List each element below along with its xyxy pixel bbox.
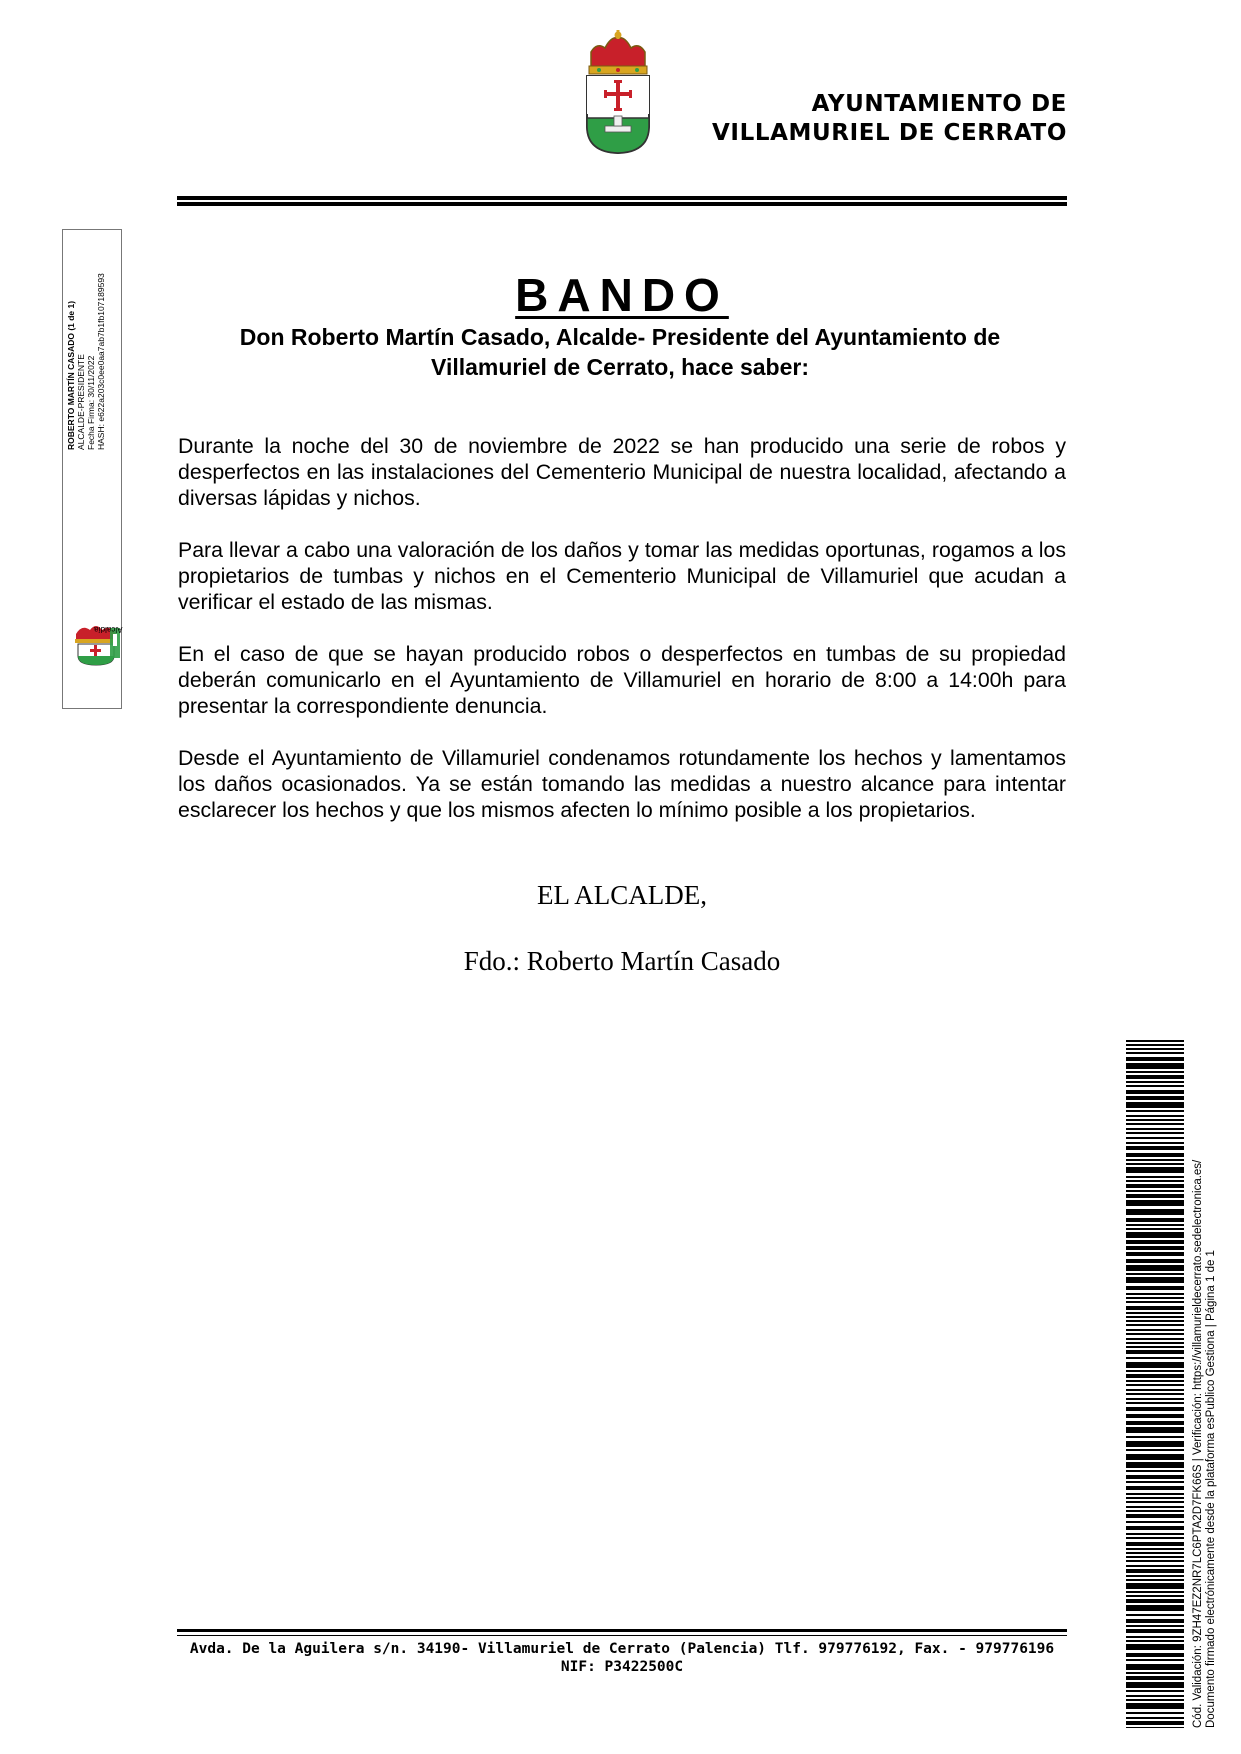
barcode-bar (1126, 1115, 1184, 1117)
barcode-bar (1126, 1690, 1184, 1692)
validation-platform: Documento firmado electrónicamente desde la plataforma esPublico Gestiona | Página 1 de 1 (1205, 1250, 1217, 1728)
barcode-bar (1126, 1591, 1184, 1593)
signer-role: ALCALDE-PRESIDENTE (76, 354, 86, 450)
barcode-bar (1126, 1146, 1184, 1150)
barcode-bar (1126, 1583, 1184, 1589)
barcode-bar (1126, 1052, 1184, 1054)
barcode-bar (1126, 1090, 1184, 1094)
barcode-bar (1126, 1252, 1184, 1256)
footer-rule (177, 1629, 1067, 1632)
barcode-bar (1126, 1721, 1184, 1725)
barcode-bar (1126, 1393, 1184, 1395)
closing-title: EL ALCALDE, (537, 880, 707, 910)
barcode-bar (1126, 1514, 1184, 1518)
barcode-bar (1126, 1398, 1184, 1400)
barcode-bar (1126, 1629, 1184, 1633)
barcode-bar (1126, 1159, 1184, 1161)
barcode-bar (1126, 1324, 1184, 1326)
barcode-bar (1126, 1209, 1184, 1215)
barcode-bar (1126, 1273, 1184, 1275)
barcode-bar (1126, 1123, 1184, 1125)
barcode-bar (1126, 1441, 1184, 1447)
barcode-bar (1126, 1695, 1184, 1697)
barcode-bar (1126, 1389, 1184, 1391)
barcode-bar (1126, 1200, 1184, 1206)
barcode-bar (1126, 1312, 1184, 1314)
barcode-bar (1126, 1619, 1184, 1623)
barcode-bar (1126, 1659, 1184, 1661)
barcode-bar (1126, 1128, 1184, 1130)
barcode-bar (1126, 1493, 1184, 1495)
barcode-bar (1126, 1374, 1184, 1378)
barcode-bar (1126, 1153, 1184, 1157)
barcode-bar (1126, 1110, 1184, 1112)
barcode-bar (1126, 1407, 1184, 1411)
barcode-bar (1126, 1265, 1184, 1271)
barcode-bar (1126, 1184, 1184, 1188)
barcode-bar (1126, 1180, 1184, 1182)
closing-signature: Fdo.: Roberto Martín Casado (463, 946, 781, 976)
barcode-bar (1126, 1595, 1184, 1597)
barcode-bar (1126, 1240, 1184, 1244)
barcode-bar (1126, 1142, 1184, 1144)
barcode-bar (1126, 1346, 1184, 1348)
barcode-bar (1126, 1497, 1184, 1499)
barcode-bar (1126, 1533, 1184, 1535)
barcode-bar (1126, 1717, 1184, 1719)
barcode-bar (1126, 1176, 1184, 1178)
organization-name (712, 90, 1067, 148)
barcode-bar (1126, 1565, 1184, 1567)
barcode-bar (1126, 1436, 1184, 1438)
barcode-bar (1126, 1293, 1184, 1295)
barcode-bar (1126, 1676, 1184, 1680)
barcode-bar (1126, 1599, 1184, 1603)
barcode-bar (1126, 1286, 1184, 1290)
footer-address: Avda. De la Aguilera s/n. 34190- Villamuriel de Cerrato (Palencia) Tlf. 979776192, Fax. - 979776196 (189, 1641, 1055, 1657)
barcode-bar (1126, 1421, 1184, 1425)
barcode-bar (1126, 1506, 1184, 1508)
barcode-bar (1126, 1414, 1184, 1418)
barcode-bar (1126, 1605, 1184, 1611)
validation-code: Cód. Validación: 9ZH47EZ2NR7LC6PTA2D7FK66S | Verificación: https://villamurieldecerrato.sedelectronica.es/ (1192, 1159, 1204, 1728)
barcode-bar (1126, 1350, 1184, 1354)
barcode-bar (1126, 1486, 1184, 1490)
barcode-bar (1126, 1384, 1184, 1386)
barcode-bar (1126, 1075, 1184, 1079)
barcode-bar (1126, 1569, 1184, 1573)
barcode-bar (1126, 1475, 1184, 1479)
barcode-bar (1126, 1712, 1184, 1714)
barcode-bar (1126, 1329, 1184, 1331)
org-name-line2: VILLAMURIEL DE CERRATO (712, 120, 1067, 146)
org-name-line1: AYUNTAMIENTO DE (811, 91, 1067, 117)
barcode-bar (1126, 1548, 1184, 1550)
barcode-bar (1126, 1167, 1184, 1173)
footer-rule-thin (177, 1635, 1067, 1636)
barcode-bar (1126, 1370, 1184, 1372)
barcode-bar (1126, 1727, 1184, 1728)
signature-hash: HASH: e622a203c0ee0aa7ab7b1fb107189593 (96, 273, 106, 450)
footer (177, 1640, 1067, 1676)
barcode-bar (1126, 1579, 1184, 1581)
stamp-crest-label: Alcaldía (94, 625, 123, 634)
barcode-bar (1126, 1246, 1184, 1250)
barcode-bar (1126, 1449, 1184, 1451)
body-paragraph: En el caso de que se hayan producido robos o desperfectos en tumbas de su propiedad deberán comunicarlo en el Ayuntamiento de Villamuriel en horario de 8:00 a 14:00h para presentar la correspondiente denuncia. (178, 642, 1066, 718)
barcode-bar (1126, 1521, 1184, 1523)
document-title (177, 268, 1067, 322)
document-intro: Don Roberto Martín Casado, Alcalde- Presidente del Ayuntamiento de Villamuriel de Cerrato, hace saber: (239, 324, 1001, 380)
barcode-bar (1126, 1320, 1184, 1322)
barcode-bar (1126, 1560, 1184, 1562)
barcode-bar (1126, 1699, 1184, 1701)
barcode-bar (1126, 1102, 1184, 1108)
barcode-bar (1126, 1194, 1184, 1198)
barcode-bar (1126, 1556, 1184, 1558)
validation-barcode (1126, 1040, 1184, 1730)
barcode-bar (1126, 1614, 1184, 1616)
signer-name: ROBERTO MARTÍN CASADO (1 de 1) (66, 300, 76, 450)
barcode-bar (1126, 1636, 1184, 1638)
barcode-bar (1126, 1297, 1184, 1299)
barcode-bar (1126, 1044, 1184, 1046)
barcode-bar (1126, 1342, 1184, 1344)
barcode-bar (1126, 1672, 1184, 1674)
barcode-bar (1126, 1071, 1184, 1073)
barcode-bar (1126, 1427, 1184, 1433)
barcode-bar (1126, 1190, 1184, 1192)
barcode-bar (1126, 1137, 1184, 1139)
barcode-bar (1126, 1552, 1184, 1554)
barcode-bar (1126, 1481, 1184, 1483)
header-rule-top (177, 196, 1067, 200)
barcode-bar (1126, 1542, 1184, 1546)
barcode-bar (1126, 1316, 1184, 1318)
signature-stamp-text (66, 230, 106, 450)
barcode-bar (1126, 1462, 1184, 1468)
barcode-bar (1126, 1380, 1184, 1382)
barcode-bar (1126, 1081, 1184, 1083)
barcode-bar (1126, 1653, 1184, 1657)
barcode-bar (1126, 1357, 1184, 1359)
barcode-bar (1126, 1644, 1184, 1650)
municipal-crest-icon (585, 30, 651, 154)
barcode-bar (1126, 1218, 1184, 1222)
barcode-bar (1126, 1402, 1184, 1404)
barcode-bar (1126, 1682, 1184, 1688)
validation-info (1192, 1088, 1218, 1728)
barcode-bar (1126, 1232, 1184, 1238)
barcode-bar (1126, 1640, 1184, 1642)
body-paragraph: Durante la noche del 30 de noviembre de 2022 se han producido una serie de robos y desperfectos en las instalaciones del Cementerio Municipal de nuestra localidad, afectando a diversas lápidas y nichos. (178, 434, 1066, 510)
barcode-bar (1126, 1259, 1184, 1263)
body-paragraph: Para llevar a cabo una valoración de los daños y tomar las medidas oportunas, rogamos a los propietarios de tumbas y nichos en el Cementerio Municipal de Villamuriel que acudan a verificar el estado de las mismas. (178, 538, 1066, 614)
barcode-bar (1126, 1119, 1184, 1121)
barcode-bar (1126, 1306, 1184, 1310)
barcode-bar (1126, 1085, 1184, 1087)
barcode-bar (1126, 1057, 1184, 1061)
barcode-bar (1126, 1362, 1184, 1368)
header-rule-bottom (177, 202, 1067, 206)
barcode-bar (1126, 1163, 1184, 1165)
barcode-bar (1126, 1526, 1184, 1530)
barcode-bar (1126, 1301, 1184, 1303)
footer-nif: NIF: P3422500C (560, 1659, 684, 1675)
barcode-bar (1126, 1454, 1184, 1460)
barcode-bar (1126, 1132, 1184, 1134)
document-title-text: BANDO (515, 269, 729, 321)
barcode-bar (1126, 1277, 1184, 1283)
barcode-bar (1126, 1470, 1184, 1472)
barcode-bar (1126, 1703, 1184, 1709)
barcode-bar (1126, 1510, 1184, 1512)
signature-date: Fecha Firma: 30/11/2022 (86, 355, 96, 450)
barcode-bar (1126, 1501, 1184, 1503)
body-paragraph: Desde el Ayuntamiento de Villamuriel condenamos rotundamente los hechos y lamentamos los daños ocasionados. Ya se están tomando las medidas a nuestro alcance para intentar esclarecer los hechos y que los mismos afecten lo mínimo posible a los propietarios. (178, 746, 1066, 822)
barcode-bar (1126, 1063, 1184, 1069)
barcode-bar (1126, 1228, 1184, 1230)
barcode-bar (1126, 1575, 1184, 1577)
barcode-bar (1126, 1664, 1184, 1670)
barcode-bar (1126, 1333, 1184, 1335)
barcode-bar (1126, 1048, 1184, 1050)
barcode-bar (1126, 1338, 1184, 1340)
barcode-bar (1126, 1096, 1184, 1100)
barcode-bar (1126, 1040, 1184, 1042)
barcode-bar (1126, 1625, 1184, 1627)
barcode-bar (1126, 1537, 1184, 1539)
document-body (178, 433, 1066, 849)
barcode-bar (1126, 1224, 1184, 1226)
